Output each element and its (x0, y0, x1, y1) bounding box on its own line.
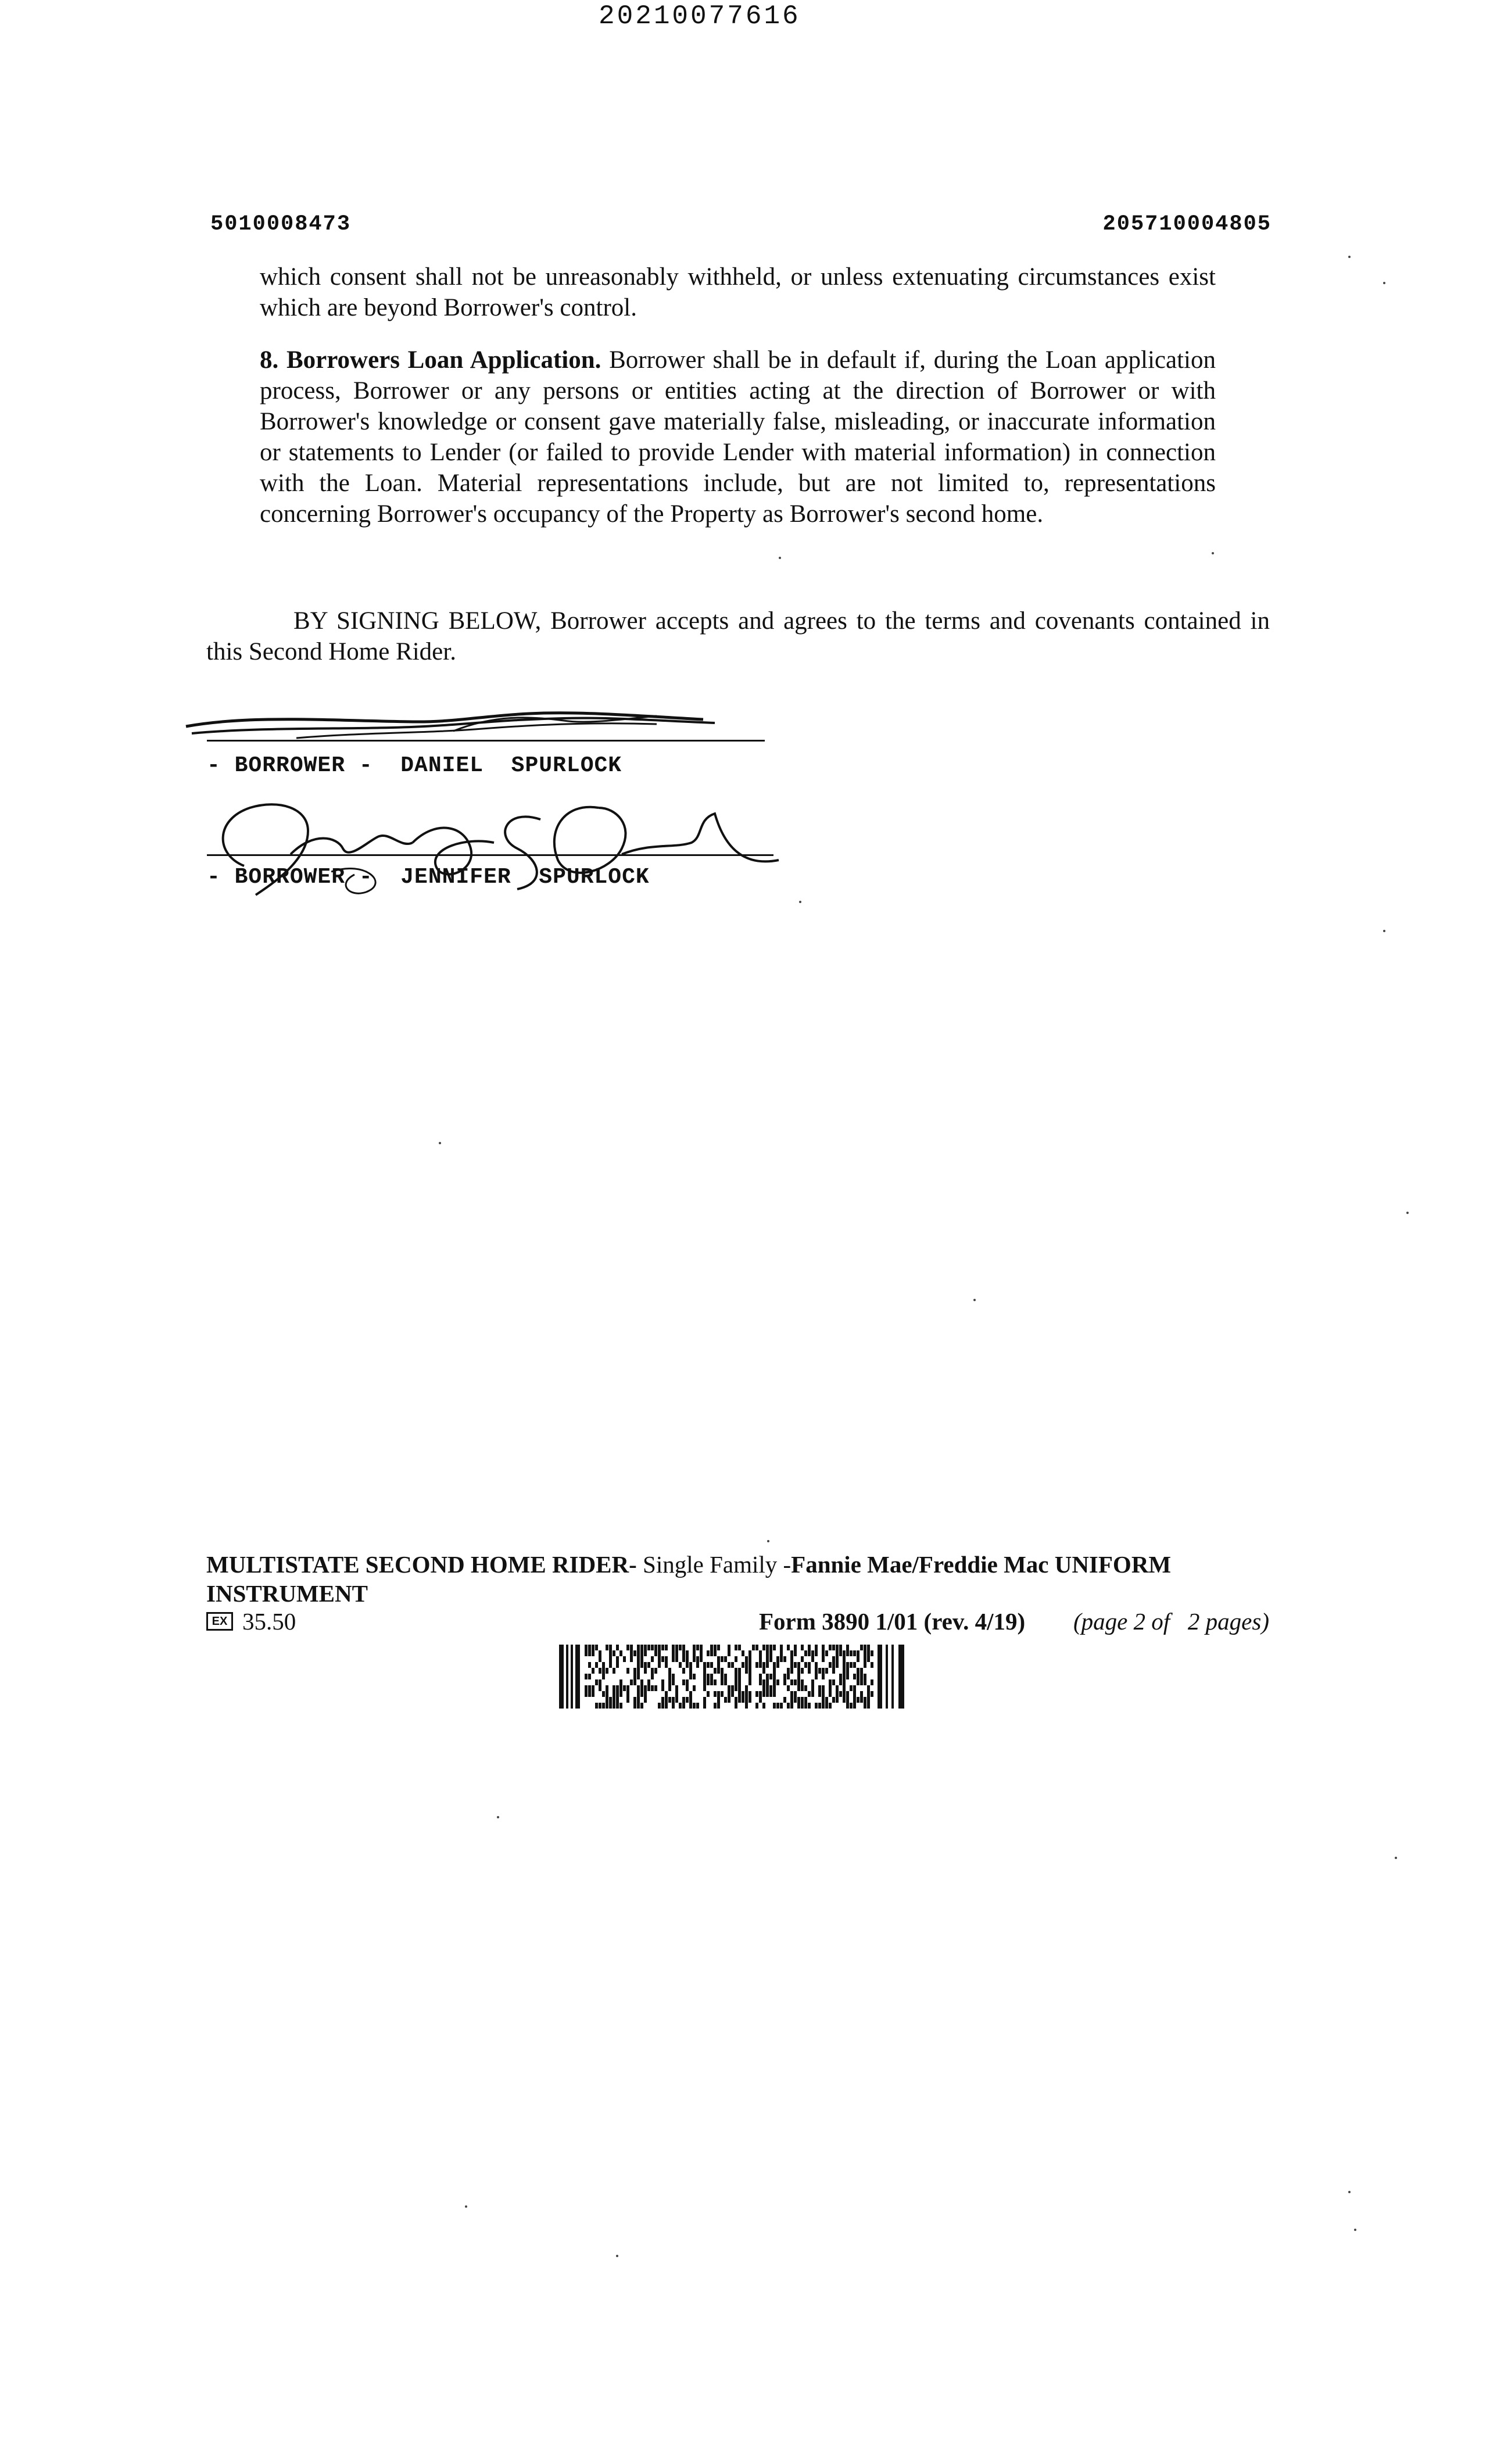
scan-speck (616, 2255, 618, 2257)
borrower-name-2: - BORROWER - JENNIFER SPURLOCK (207, 865, 650, 890)
scan-speck (1406, 1212, 1409, 1214)
ex-icon: EX (206, 1612, 233, 1631)
scan-speck (799, 901, 801, 903)
signature-daniel (180, 703, 750, 755)
signature-line (207, 740, 765, 742)
section-8-heading: 8. Borrowers Loan Application. (260, 346, 601, 374)
form-code (206, 1607, 296, 1635)
signature-line (207, 854, 773, 856)
min-number: 205710004805 (1102, 212, 1272, 237)
page-indicator: (page 2 of 2 pages) (1073, 1608, 1269, 1635)
signing-statement: BY SIGNING BELOW, Borrower accepts and agrees to the terms and covenants contained in this Second Home Rider. (206, 607, 1270, 665)
form-title-bold: MULTISTATE SECOND HOME RIDER- (206, 1551, 637, 1578)
recording-number: 20210077616 (599, 1, 801, 31)
scan-speck (1383, 930, 1385, 932)
scan-speck (439, 1142, 441, 1144)
scan-speck (779, 557, 781, 559)
scan-speck (497, 1816, 499, 1818)
form-title (206, 1550, 1171, 1578)
loan-number: 5010008473 (210, 212, 352, 237)
form-title-line-2: INSTRUMENT (206, 1580, 368, 1607)
section-8-text: Borrower shall be in default if, during the Loan application process, Borrower or any persons or entities acting at the direction of Borrower or with Borrower's knowledge or consent gave materially false, misleading, or inaccurate information or statements to Lender (or failed to provide Lender with material information) in connection with the Loan. Material representations include, but are not limited to, representations concerning Borrower's occupancy of the Property as Borrower's second home. (260, 346, 1216, 528)
scan-speck (1383, 282, 1385, 284)
form-number: Form 3890 1/01 (rev. 4/19) (759, 1608, 1026, 1635)
scan-speck (465, 2205, 467, 2208)
scan-speck (1348, 2191, 1351, 2193)
scan-speck (1212, 552, 1214, 554)
scan-speck (973, 1299, 976, 1301)
section-8-paragraph (260, 345, 1216, 529)
scan-speck (1348, 256, 1351, 258)
continued-paragraph: which consent shall not be unreasonably withheld, or unless extenuating circumstances exist which are beyond Borrower's control. (260, 263, 1216, 321)
form-title-bold-2: Fannie Mae/Freddie Mac UNIFORM (791, 1551, 1172, 1578)
scan-speck (1354, 2229, 1356, 2231)
borrower-name-1: - BORROWER - DANIEL SPURLOCK (207, 753, 622, 778)
form-code-value: 35.50 (242, 1608, 296, 1635)
scan-speck (1395, 1857, 1397, 1859)
barcode-icon (559, 1645, 908, 1709)
form-title-regular: Single Family - (636, 1551, 792, 1578)
scan-speck (767, 1540, 769, 1542)
